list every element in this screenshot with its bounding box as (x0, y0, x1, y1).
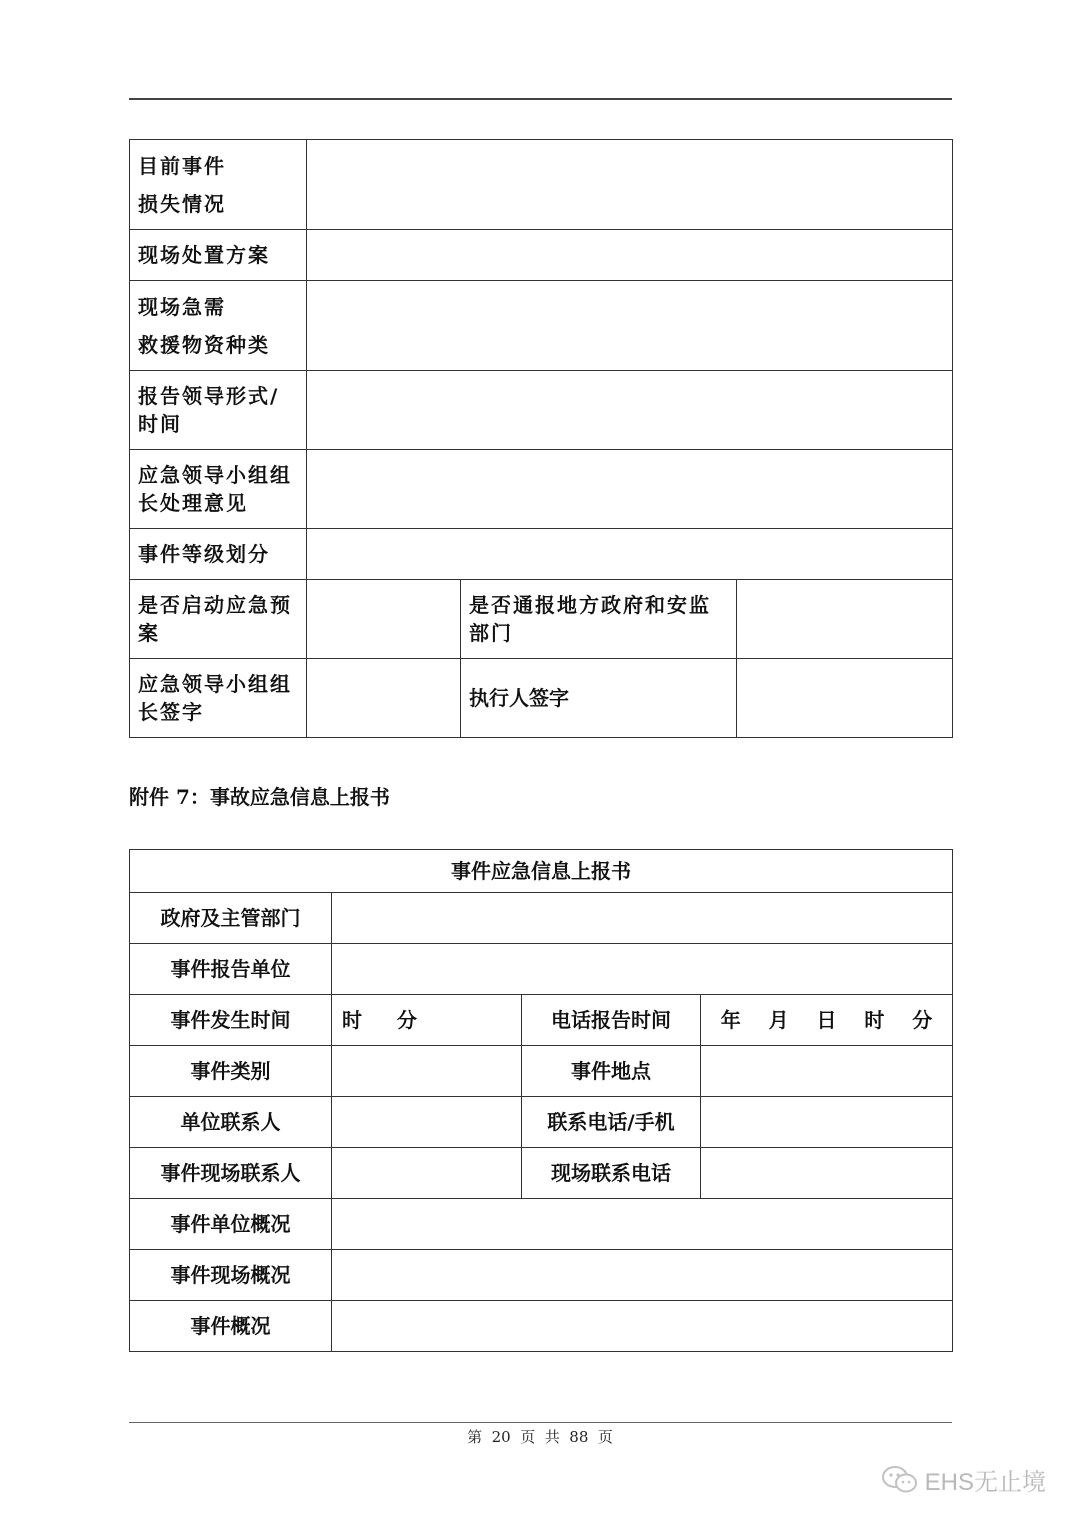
table-row (130, 1097, 953, 1148)
table-row (130, 995, 953, 1046)
notify-gov-label: 是否通报地方政府和安监 部门 (461, 580, 737, 659)
unit-contact-field[interactable] (332, 1097, 522, 1148)
table-row (130, 1046, 953, 1097)
table-row (130, 281, 953, 371)
phone-report-time-field[interactable]: 年 月 日 时 分 (701, 995, 953, 1046)
table-row (130, 893, 953, 944)
location-label: 事件地点 (522, 1046, 701, 1097)
site-contact-field[interactable] (332, 1148, 522, 1199)
unit-overview-field[interactable] (332, 1199, 953, 1250)
unit-overview-label: 事件单位概况 (130, 1199, 332, 1250)
phone-report-time-label: 电话报告时间 (522, 995, 701, 1046)
attachment-title: 附件 7：事故应急信息上报书 (129, 785, 390, 809)
table-row (130, 529, 953, 580)
event-grade-field[interactable] (307, 529, 953, 580)
site-overview-field[interactable] (332, 1250, 953, 1301)
onsite-plan-field[interactable] (307, 230, 953, 281)
unit-contact-label: 单位联系人 (130, 1097, 332, 1148)
plan-activation-field[interactable] (307, 580, 461, 659)
plan-activation-label: 是否启动应急预 案 (130, 580, 307, 659)
executor-signature-label: 执行人签字 (461, 659, 737, 738)
event-overview-field[interactable] (332, 1301, 953, 1352)
header-rule (129, 98, 952, 100)
current-loss-field[interactable] (307, 140, 953, 230)
report-leader-label: 报告领导形式/ 时间 (130, 371, 307, 450)
gov-dept-label: 政府及主管部门 (130, 893, 332, 944)
table-row (130, 850, 953, 893)
page-number: 第 20 页 共 88 页 (467, 1428, 613, 1446)
wechat-icon (881, 1465, 919, 1495)
table-row (130, 230, 953, 281)
site-phone-label: 现场联系电话 (522, 1148, 701, 1199)
table-row (130, 1301, 953, 1352)
incident-form-table (129, 139, 953, 738)
occur-time-field[interactable]: 时 分 (332, 995, 522, 1046)
event-grade-label: 事件等级划分 (130, 529, 307, 580)
site-contact-label: 事件现场联系人 (130, 1148, 332, 1199)
table-row (130, 659, 953, 738)
contact-phone-label: 联系电话/手机 (522, 1097, 701, 1148)
current-loss-label: 目前事件 损失情况 (130, 140, 307, 230)
footer-rule (129, 1422, 952, 1423)
category-field[interactable] (332, 1046, 522, 1097)
watermark-text: EHS无止境 (924, 1469, 1046, 1496)
site-overview-label: 事件现场概况 (130, 1250, 332, 1301)
executor-signature-field[interactable] (737, 659, 953, 738)
site-phone-field[interactable] (701, 1148, 953, 1199)
table-row (130, 371, 953, 450)
table-row (130, 580, 953, 659)
notify-gov-field[interactable] (737, 580, 953, 659)
location-field[interactable] (701, 1046, 953, 1097)
contact-phone-field[interactable] (701, 1097, 953, 1148)
leader-signature-label: 应急领导小组组 长签字 (130, 659, 307, 738)
report-leader-field[interactable] (307, 371, 953, 450)
table-row (130, 450, 953, 529)
category-label: 事件类别 (130, 1046, 332, 1097)
report-form-table (129, 849, 953, 1352)
urgent-supplies-label: 现场急需 救援物资种类 (130, 281, 307, 371)
reporting-unit-label: 事件报告单位 (130, 944, 332, 995)
table-row (130, 140, 953, 230)
reporting-unit-field[interactable] (332, 944, 953, 995)
gov-dept-field[interactable] (332, 893, 953, 944)
report-title: 事件应急信息上报书 (130, 850, 953, 893)
onsite-plan-label: 现场处置方案 (130, 230, 307, 281)
table-row (130, 944, 953, 995)
table-row (130, 1148, 953, 1199)
urgent-supplies-field[interactable] (307, 281, 953, 371)
leader-opinion-field[interactable] (307, 450, 953, 529)
leader-opinion-label: 应急领导小组组 长处理意见 (130, 450, 307, 529)
occur-time-label: 事件发生时间 (130, 995, 332, 1046)
table-row (130, 1199, 953, 1250)
watermark (881, 1462, 1046, 1497)
leader-signature-field[interactable] (307, 659, 461, 738)
event-overview-label: 事件概况 (130, 1301, 332, 1352)
table-row (130, 1250, 953, 1301)
